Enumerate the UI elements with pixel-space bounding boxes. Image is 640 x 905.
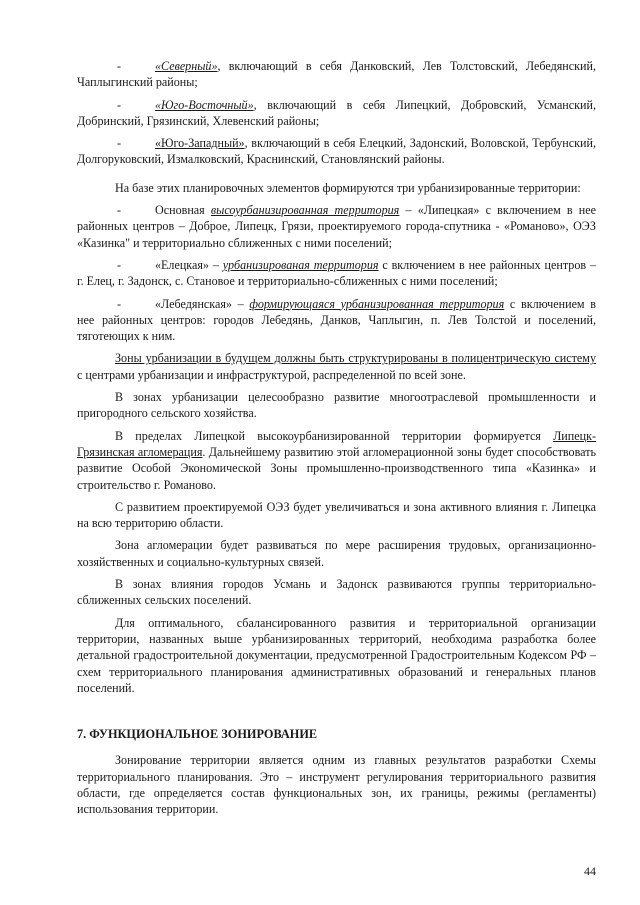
list-dash: -	[117, 97, 122, 112]
zone-item-southeast	[77, 97, 596, 130]
territory-type: высоурбанизированная территория	[210, 203, 400, 218]
territory-pre: «Елецкая» –	[155, 257, 223, 272]
agglom-name: Липецк-Грязинская агломерация	[77, 428, 596, 459]
optimal-development-paragraph: Для оптимального, сбалансированного развития и территориальной организации территории, названных выше урбанизированных территорий, необходима разработка более детальной градостроительной документации, предусмотренной Градостроительным Кодексом РФ – схем территориального планирования административных образований и генеральных планов поселений.	[77, 615, 596, 695]
zoning-paragraph: Зонирование территории является одним из главных результатов разработки Схемы территориального планирования. Это – инструмент регулирования территориального развития области, где определяется состав функциональных зон, их границы, режимы (регламенты) использования территории.	[77, 753, 596, 817]
usman-paragraph: В зонах влияния городов Усмань и Задонск развиваются группы территориально-сближенных сельских поселений.	[77, 577, 596, 608]
zone-item-southwest	[77, 135, 596, 168]
list-dash: -	[117, 257, 122, 272]
zone-item-north	[77, 58, 596, 91]
territory-type: формирующаяся урбанизированная территория	[249, 296, 505, 311]
zone-agglomeration-paragraph: Зона агломерации будет развиваться по мере расширения трудовых, организационно-хозяйственных и социально-культурных связей.	[77, 538, 596, 569]
oez-paragraph: С развитием проектируемой ОЭЗ будет увеличиваться и зона активного влияния г. Липецка на всю территорию области.	[77, 499, 596, 531]
territory-pre: Основная	[155, 203, 211, 218]
agglomeration-paragraph	[77, 428, 596, 493]
territory-item-lebedyan	[77, 296, 596, 345]
list-dash: -	[117, 296, 122, 311]
agglom-pre: В пределах Липецкой высокоурбанизированной территории формируется	[115, 428, 554, 443]
territory-post: – «Липецкая» с включением в нее районных центров – Доброе, Липецк, Грязи, проектируемого города-спутника - «Романово», ОЭЗ «Казинка" и территориально сближенных с ними поселений;	[77, 203, 596, 250]
section-heading: 7. ФУНКЦИОНАЛЬНОЕ ЗОНИРОВАНИЕ	[77, 727, 318, 742]
zone-text: , включающий в себя Елецкий, Задонский, Воловской, Тербунский, Долгоруковский, Измалковский, Краснинский, Становлянский районы.	[77, 136, 596, 167]
page-number: 44	[584, 864, 596, 878]
zone-text: , включающий в себя Данковский, Лев Толстовский, Лебедянский, Чаплыгинский районы;	[77, 59, 596, 90]
zone-name: «Юго-Восточный»	[155, 97, 254, 112]
territory-post: с включением в нее районных центров – г. Елец, г. Задонск, с. Становое и территориально-сближенных с ними поселений;	[77, 257, 596, 289]
territory-post: с включением в нее районных центров: городов Лебедянь, Данков, Чаплыгин, п. Лев Толстой и поселений, тяготеющих к ним.	[77, 296, 596, 344]
list-dash: -	[117, 59, 122, 73]
zone-name: «Юго-Западный»	[155, 136, 245, 151]
agglom-post: . Дальнейшему развитию этой агломерационной зоны будет способствовать развитие Особой Экономической Зоны промышленно-производственного типа «Казинка» и строительство г. Романово.	[77, 444, 596, 492]
zone-name: «Северный»	[155, 59, 218, 73]
polycentric-underlined: Зоны урбанизации в будущем должны быть структурированы в полицентрическую систему	[115, 351, 596, 366]
zone-text: , включающий в себя Липецкий, Добровский, Усманский, Добринский, Грязинский, Хлевенский районы;	[77, 97, 596, 128]
industry-paragraph: В зонах урбанизации целесообразно развитие многоотраслевой промышленности и пригородного сельского хозяйства.	[77, 390, 596, 421]
intro-paragraph: На базе этих планировочных элементов формируются три урбанизированные территории:	[115, 180, 581, 195]
polycentric-paragraph	[77, 350, 596, 383]
territory-type: урбанизированая территория	[222, 257, 379, 272]
list-dash: -	[117, 136, 122, 151]
territory-item-lipetsk	[77, 202, 596, 251]
polycentric-rest: с центрами урбанизации и инфраструктурой, распределенной по всей зоне.	[77, 367, 466, 382]
territory-pre: «Лебедянская» –	[155, 296, 250, 311]
territory-item-elets	[77, 257, 596, 290]
document-page	[77, 58, 596, 818]
list-dash: -	[117, 203, 122, 218]
